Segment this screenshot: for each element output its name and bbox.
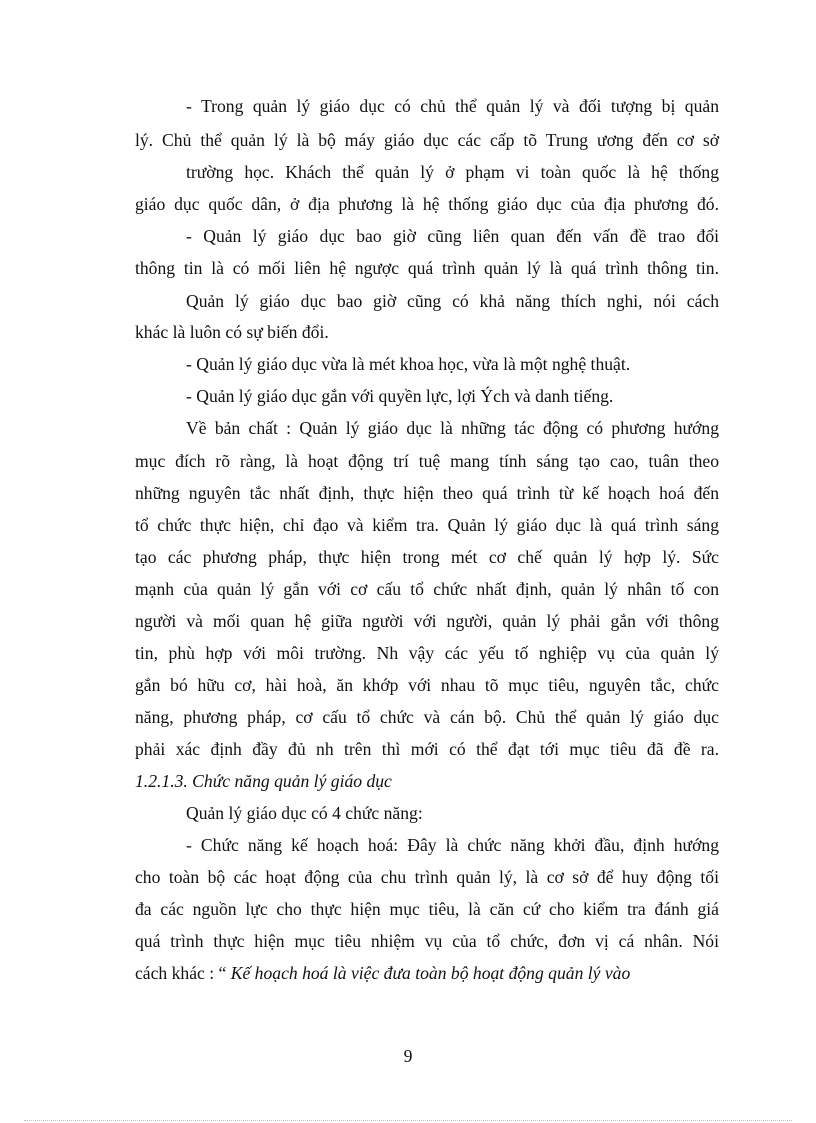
text-line: - Trong quản lý giáo dục có chủ thể quản lý và đối tượng bị quản [186, 96, 719, 116]
text-line: tin, phù hợp với môi trường. Nh vậy các yếu tố nghiệp vụ của quản lý [135, 643, 719, 663]
page-bottom-border [24, 1120, 792, 1121]
text-line: mạnh của quản lý gắn với cơ cấu tổ chức nhất định, quản lý nhân tố con [135, 579, 719, 599]
text-line: Về bản chất : Quản lý giáo dục là những tác động có phương hướng [186, 418, 719, 438]
text-line [135, 962, 719, 984]
text-line: năng, phương pháp, cơ cấu tổ chức và cán bộ. Chủ thể quản lý giáo dục [135, 707, 719, 727]
text-line: khác là luôn có sự biến đổi. [135, 322, 329, 342]
text-line: - Chức năng kế hoạch hoá: Đây là chức năng khởi đầu, định hướng [186, 835, 719, 855]
text-line: - Quản lý giáo dục bao giờ cũng liên quan đến vấn đề trao đổi [186, 226, 719, 246]
text-line: những nguyên tắc nhất định, thực hiện theo quá trình từ kế hoạch hoá đến [135, 483, 719, 503]
text-line: tổ chức thực hiện, chỉ đạo và kiểm tra. Quản lý giáo dục là quá trình sáng [135, 515, 719, 535]
text-line: tạo các phương pháp, thực hiện trong mét cơ chế quản lý hợp lý. Sức [135, 547, 719, 567]
text-line: Quản lý giáo dục bao giờ cũng có khả năng thích nghi, nói cách [186, 291, 719, 311]
text-line-lead: cách khác : “ [135, 963, 231, 983]
page-number: 9 [403, 1046, 413, 1066]
text-line: giáo dục quốc dân, ở địa phương là hệ thống giáo dục của địa phương đó. [135, 194, 719, 214]
text-line: Quản lý giáo dục có 4 chức năng: [186, 803, 423, 823]
section-heading: 1.2.1.3. Chức năng quản lý giáo dục [135, 771, 392, 791]
text-line: người và mối quan hệ giữa người với người, quản lý phải gắn với thông [135, 611, 719, 631]
text-line: cho toàn bộ các hoạt động của chu trình quản lý, là cơ sở để huy động tối [135, 867, 719, 887]
text-line: quá trình thực hiện mục tiêu nhiệm vụ của tổ chức, đơn vị cá nhân. Nói [135, 931, 719, 951]
text-line: - Quản lý giáo dục vừa là mét khoa học, vừa là một nghệ thuật. [186, 354, 631, 374]
text-line: đa các nguồn lực cho thực hiện mục tiêu, là căn cứ cho kiểm tra đánh giá [135, 899, 719, 919]
text-line: trường học. Khách thể quản lý ở phạm vi toàn quốc là hệ thống [186, 162, 719, 182]
text-line: gắn bó hữu cơ, hài hoà, ăn khớp với nhau tõ mục tiêu, nguyên tắc, chức [135, 675, 719, 695]
text-line: mục đích rõ ràng, là hoạt động trí tuệ mang tính sáng tạo cao, tuân theo [135, 451, 719, 471]
text-line: phải xác định đầy đủ nh trên thì mới có thể đạt tới mục tiêu đã đề ra. [135, 739, 719, 759]
italic-quote: Kế hoạch hoá là việc đưa toàn bộ hoạt động quản lý vào [230, 963, 631, 983]
text-line: lý. Chủ thể quản lý là bộ máy giáo dục các cấp tõ Trung ương đến cơ sở [135, 130, 719, 150]
text-line: thông tin là có mối liên hệ ngược quá trình quản lý là quá trình thông tin. [135, 258, 719, 278]
text-line: - Quản lý giáo dục gắn với quyền lực, lợi Ých và danh tiếng. [186, 386, 614, 406]
